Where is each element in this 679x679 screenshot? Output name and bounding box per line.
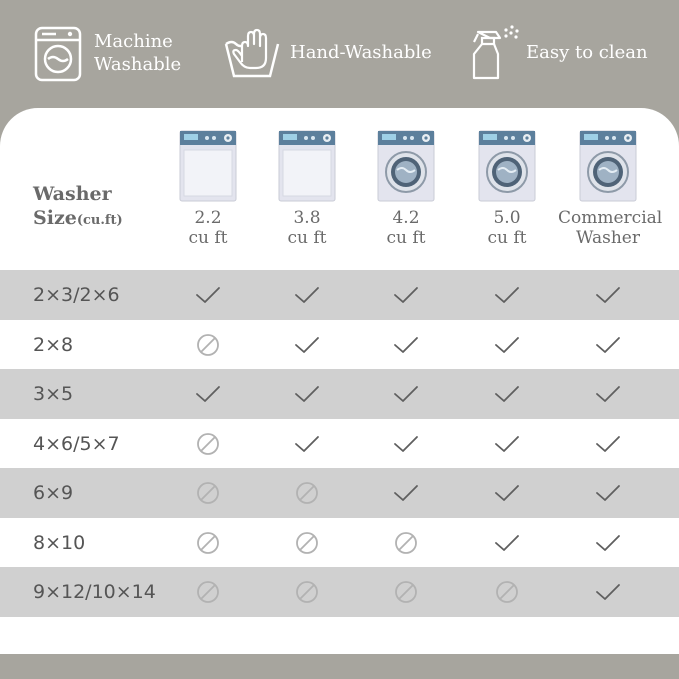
feature-machine-line2: Washable [94,54,182,75]
fits-cell [293,281,321,309]
washing-machine-icon [34,26,82,84]
check-icon [392,430,420,458]
capacity-line1: Commercial [558,208,663,228]
fits-cell [392,430,420,458]
washer-column-header [457,130,557,248]
fits-cell [594,380,622,408]
table-row [0,567,679,617]
capacity-line2: cu ft [386,228,426,248]
not-fit-cell [392,578,420,606]
top-load-washer-icon [278,130,336,202]
fits-cell [493,331,521,359]
rug-size-label: 9×12/10×14 [33,581,156,603]
prohibited-icon [194,479,222,507]
check-icon [493,380,521,408]
washer-capacity-label [457,208,557,248]
check-icon [594,380,622,408]
not-fit-cell [194,578,222,606]
front-load-washer-icon [579,130,637,202]
washer-size-header [33,182,123,233]
prohibited-icon [194,430,222,458]
prohibited-icon [194,578,222,606]
table-row [0,320,679,370]
washer-capacity-label [257,208,357,248]
prohibited-icon [293,479,321,507]
rug-size-label: 6×9 [33,482,74,504]
check-icon [493,479,521,507]
bottom-band [0,654,679,679]
not-fit-cell [194,479,222,507]
capacity-line2: cu ft [287,228,327,248]
check-icon [392,331,420,359]
feature-clean-label: Easy to clean [526,41,648,63]
fits-cell [293,331,321,359]
rug-size-label: 3×5 [33,383,74,405]
capacity-line1: 3.8 [293,208,321,228]
feature-machine-washable [34,22,181,84]
washer-capacity-label [158,208,258,248]
hand-wash-icon [222,22,282,82]
fits-cell [392,331,420,359]
rug-size-label: 4×6/5×7 [33,433,120,455]
feature-hand-label: Hand-Washable [290,41,432,63]
fits-cell [293,380,321,408]
fits-cell [493,479,521,507]
not-fit-cell [293,529,321,557]
washer-capacity-label [558,208,663,248]
check-icon [594,281,622,309]
table-row [0,468,679,518]
table-row [0,518,679,568]
fits-cell [293,430,321,458]
top-load-washer-icon [179,130,237,202]
table-row [0,270,679,320]
fits-cell [194,380,222,408]
washer-capacity-label [356,208,456,248]
header-unit: (cu.ft) [76,213,123,228]
fits-cell [594,529,622,557]
check-icon [293,380,321,408]
fits-cell [392,380,420,408]
washer-column-header [257,130,357,248]
spray-bottle-icon [470,22,522,82]
fits-cell [594,479,622,507]
prohibited-icon [194,529,222,557]
check-icon [293,281,321,309]
fits-cell [493,430,521,458]
rug-size-label: 8×10 [33,532,86,554]
feature-bar [0,0,679,108]
washer-column-header [558,130,663,248]
check-icon [392,479,420,507]
not-fit-cell [392,529,420,557]
check-icon [493,529,521,557]
check-icon [493,281,521,309]
prohibited-icon [392,529,420,557]
not-fit-cell [194,529,222,557]
fits-cell [392,479,420,507]
front-load-washer-icon [478,130,536,202]
not-fit-cell [493,578,521,606]
feature-machine-line1: Machine [94,31,173,52]
capacity-line2: cu ft [487,228,527,248]
rug-size-label: 2×3/2×6 [33,284,120,306]
washer-column-header [158,130,258,248]
header-line2: Size [33,207,77,229]
rug-size-label: 2×8 [33,334,74,356]
table-row [0,419,679,469]
table-row [0,369,679,419]
fits-cell [594,578,622,606]
check-icon [293,430,321,458]
check-icon [594,430,622,458]
prohibited-icon [392,578,420,606]
fits-cell [594,331,622,359]
check-icon [594,578,622,606]
prohibited-icon [293,529,321,557]
not-fit-cell [194,331,222,359]
prohibited-icon [194,331,222,359]
capacity-line2: cu ft [188,228,228,248]
feature-easy-clean [470,22,648,82]
not-fit-cell [293,479,321,507]
fits-cell [594,281,622,309]
header-line1: Washer [33,183,112,205]
fits-cell [493,281,521,309]
front-load-washer-icon [377,130,435,202]
check-icon [493,331,521,359]
check-icon [493,430,521,458]
capacity-line1: 2.2 [194,208,222,228]
check-icon [594,479,622,507]
prohibited-icon [493,578,521,606]
check-icon [594,331,622,359]
check-icon [293,331,321,359]
not-fit-cell [194,430,222,458]
fits-cell [194,281,222,309]
check-icon [392,281,420,309]
washer-column-header [356,130,456,248]
check-icon [392,380,420,408]
check-icon [594,529,622,557]
check-icon [194,281,222,309]
capacity-line1: 5.0 [493,208,521,228]
fits-cell [594,430,622,458]
fits-cell [493,380,521,408]
prohibited-icon [293,578,321,606]
not-fit-cell [293,578,321,606]
fits-cell [493,529,521,557]
check-icon [194,380,222,408]
capacity-line1: 4.2 [392,208,420,228]
capacity-line2: Washer [576,228,640,248]
feature-hand-washable [222,22,432,82]
fits-cell [392,281,420,309]
